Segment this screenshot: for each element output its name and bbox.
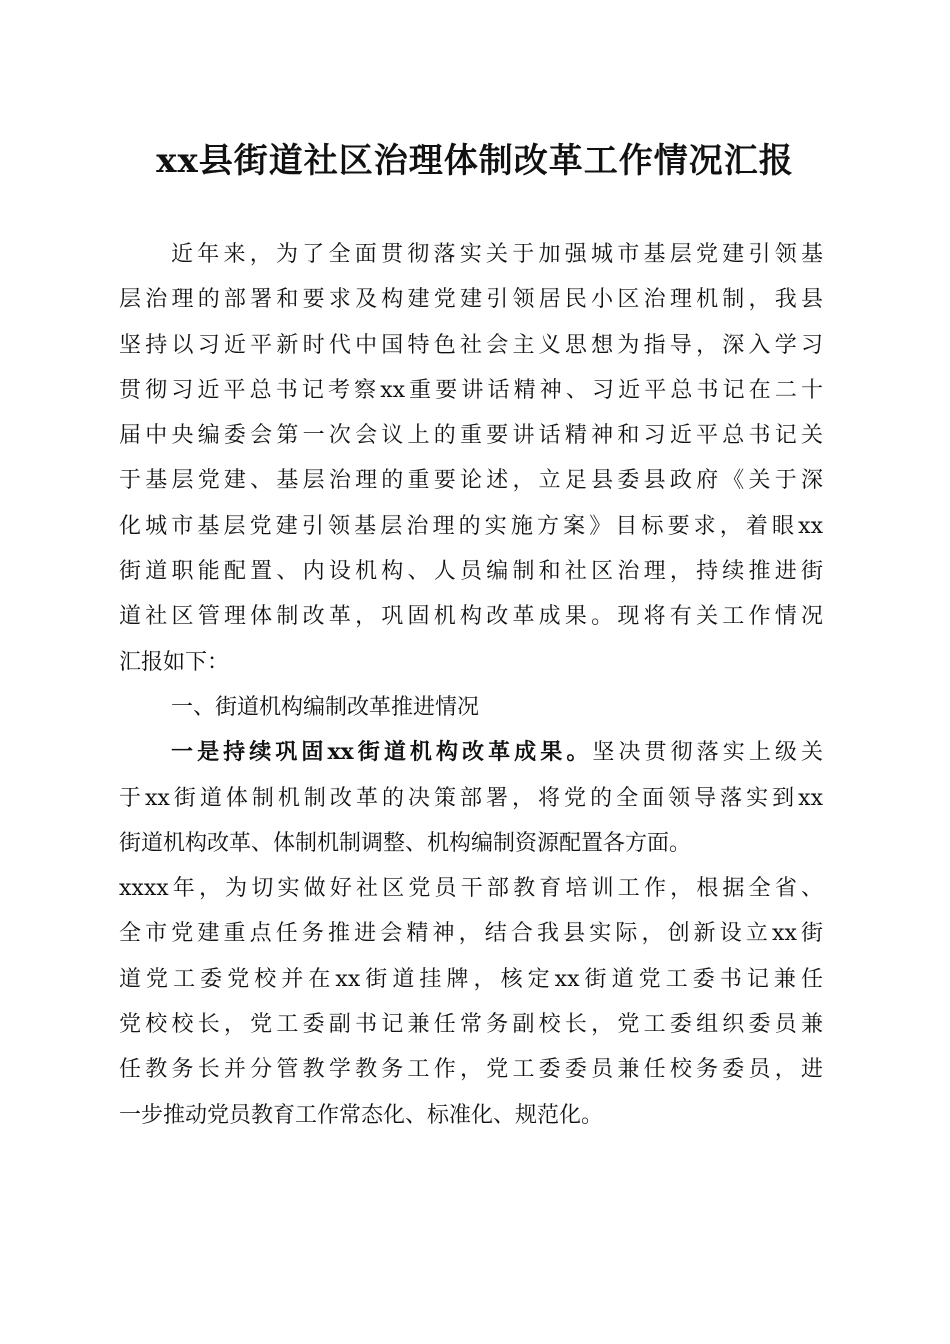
paragraph-line: 一步推动党员教育工作常态化、标准化、规范化。 — [119, 1102, 604, 1128]
paragraph-line: 全市党建重点任务推进会精神，结合我县实际，创新设立xx街 — [119, 921, 823, 947]
paragraph-line: 贯彻习近平总书记考察xx重要讲话精神、习近平总书记在二十 — [119, 377, 823, 403]
intro-paragraph — [119, 232, 823, 685]
paragraph-line — [119, 730, 823, 775]
paragraph-line: 层治理的部署和要求及构建党建引领居民小区治理机制，我县 — [119, 287, 823, 313]
subpoint-lead: 一是持续巩固xx街道机构改革成果。 — [171, 739, 593, 766]
paragraph-line: 化城市基层党建引领基层治理的实施方案》目标要求，着眼xx — [119, 513, 823, 539]
paragraph-line: xxxx年，为切实做好社区党员干部教育培训工作，根据全省、 — [119, 876, 823, 902]
paragraph-line: 汇报如下： — [119, 649, 230, 675]
paragraph-line: 于xx街道体制机制改革的决策部署，将党的全面领导落实到xx — [119, 785, 823, 811]
paragraph-line: 党校校长，党工委副书记兼任常务副校长，党工委组织委员兼 — [119, 1012, 823, 1038]
section-heading: 一、街道机构编制改革推进情况 — [171, 694, 480, 720]
document-title: xx县街道社区治理体制改革工作情况汇报 — [156, 141, 794, 181]
paragraph-line: 近年来，为了全面贯彻落实关于加强城市基层党建引领基 — [171, 242, 823, 267]
paragraph-line: 街道职能配置、内设机构、人员编制和社区治理，持续推进街 — [119, 559, 823, 585]
subpoint-lead-rest: 坚决贯彻落实上级关 — [592, 740, 823, 766]
document-body — [119, 232, 823, 1138]
paragraph-line: 道党工委党校并在xx街道挂牌，核定xx街道党工委书记兼任 — [119, 966, 823, 992]
paragraph-line: 坚持以习近平新时代中国特色社会主义思想为指导，深入学习 — [119, 332, 823, 358]
paragraph-line: 街道机构改革、体制机制调整、机构编制资源配置各方面。 — [119, 830, 692, 856]
paragraph-line: 任教务长并分管教学教务工作，党工委委员兼任校务委员，进 — [119, 1057, 823, 1083]
paragraph-line: 于基层党建、基层治理的重要论述，立足县委县政府《关于深 — [119, 468, 823, 494]
subpoint-paragraph — [119, 730, 823, 1138]
paragraph-line: 届中央编委会第一次会议上的重要讲话精神和习近平总书记关 — [119, 423, 823, 449]
paragraph-line: 道社区管理体制改革，巩固机构改革成果。现将有关工作情况 — [119, 604, 823, 630]
